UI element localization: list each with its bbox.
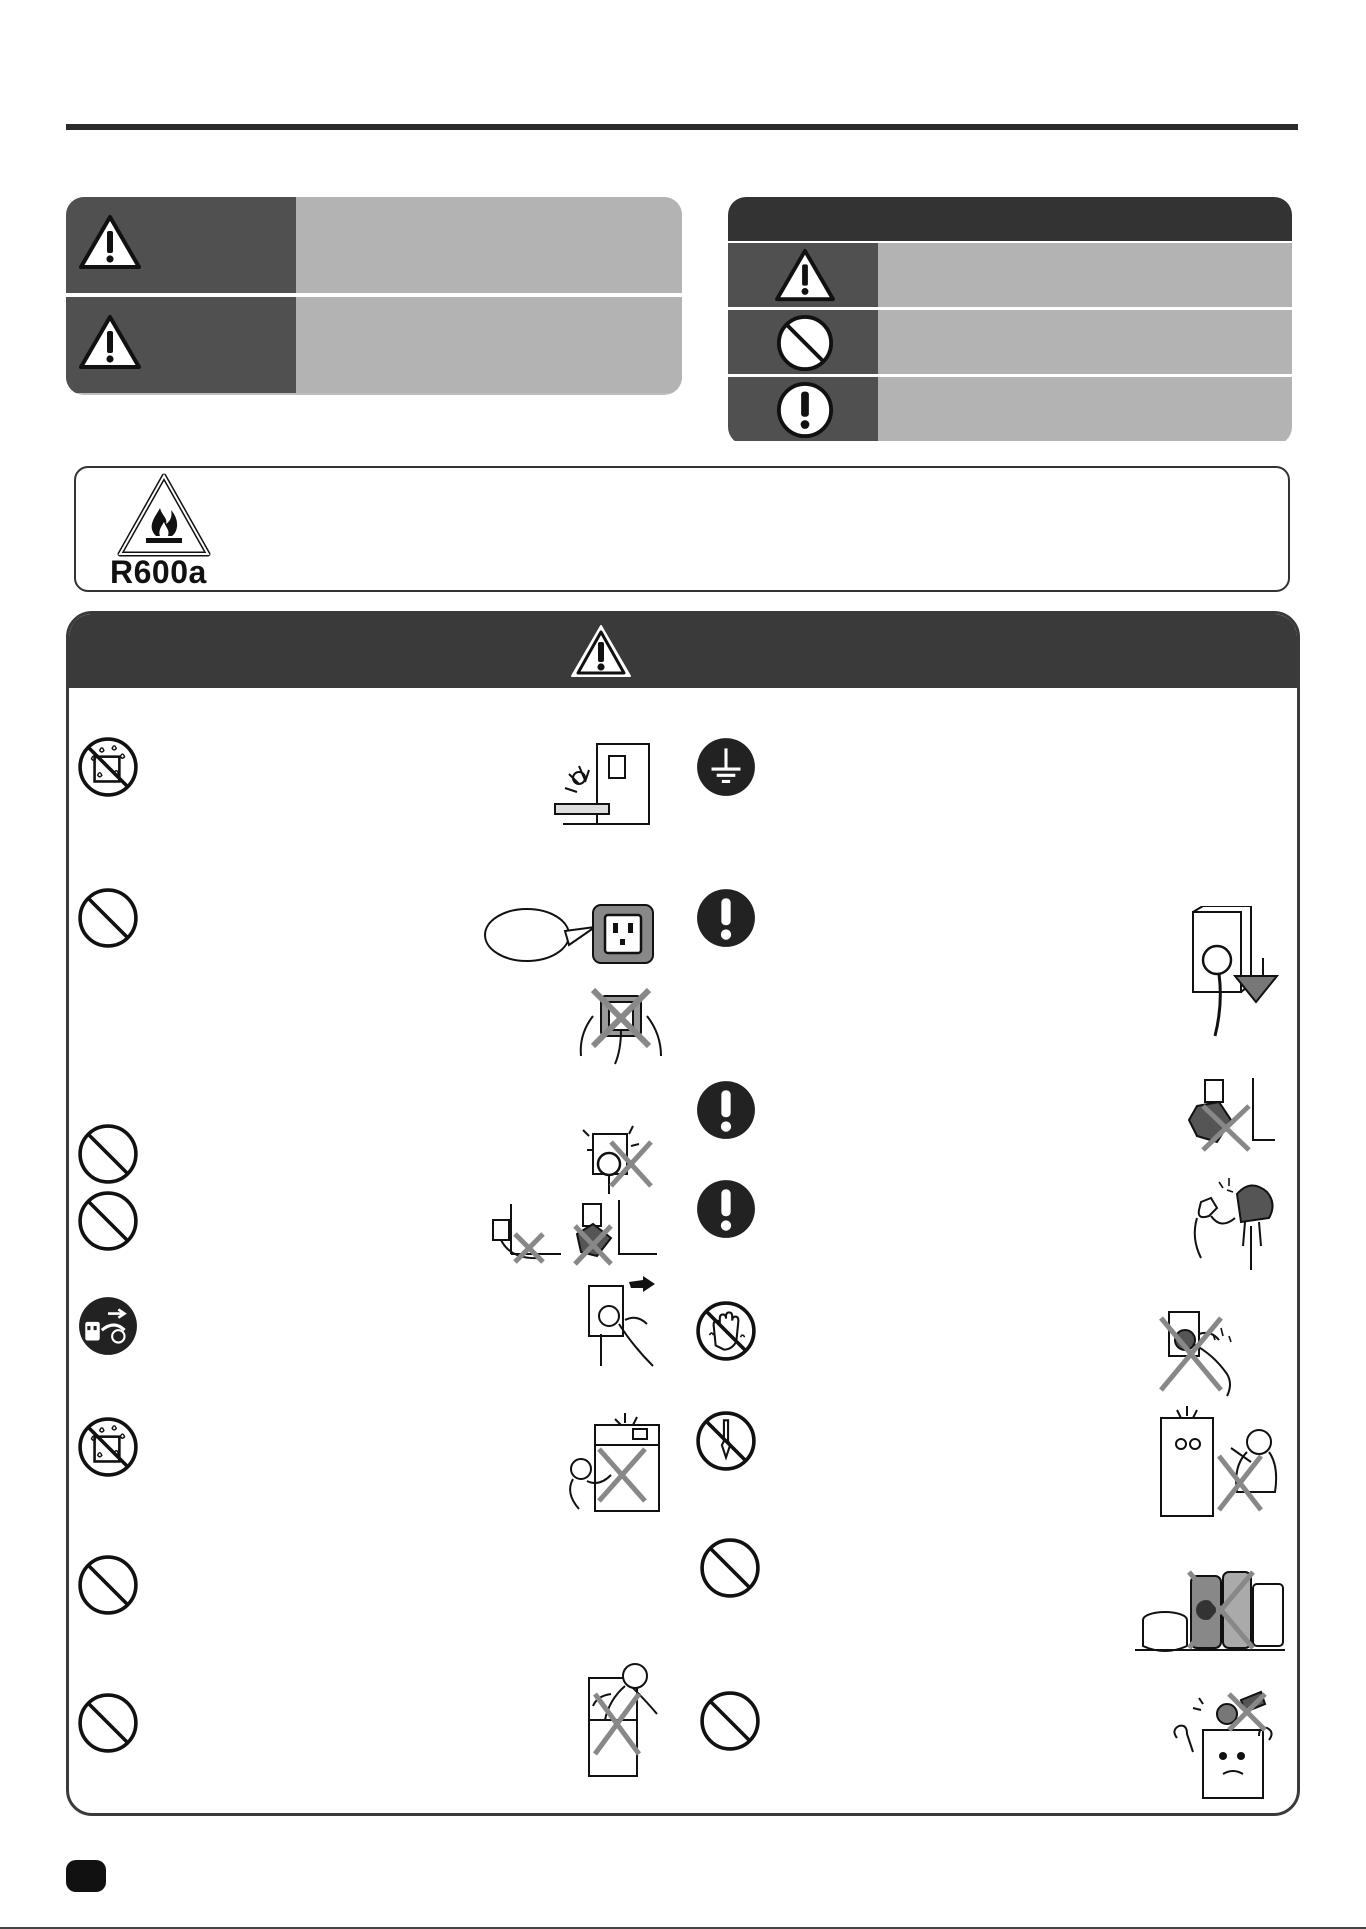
symbol-legend <box>728 197 1292 445</box>
prohibited-icon <box>77 1554 139 1616</box>
legend-row-attention <box>728 243 1292 307</box>
unplug-arrow-illustration <box>1179 906 1279 1042</box>
legend-row-warning <box>66 197 682 293</box>
symbol-legend-header <box>728 197 1292 241</box>
warnings-panel <box>66 611 1300 1816</box>
damaged-socket-illustration <box>573 1120 659 1196</box>
child-climbing-illustration <box>581 1658 667 1778</box>
prohibited-icon <box>776 314 834 372</box>
warning-triangle-icon <box>774 247 836 303</box>
unplug-icon <box>77 1295 139 1357</box>
legend-row-caution <box>66 297 682 393</box>
warning-triangle-icon <box>78 213 142 271</box>
flammable-triangle-icon <box>116 472 212 558</box>
cleaning-plug-illustration <box>1189 1174 1281 1274</box>
mandatory-exclamation-icon <box>695 1178 757 1240</box>
prohibited-icon <box>699 1690 761 1752</box>
flammable-cans-illustration <box>1135 1562 1285 1654</box>
warnings-panel-header <box>69 614 1297 688</box>
prohibited-icon <box>699 1537 761 1599</box>
refrigerant-label: R600a <box>110 554 207 590</box>
water-splash-outlet-illustration <box>549 734 661 838</box>
mandatory-exclamation-icon <box>776 381 834 439</box>
crushed-cord-illustration <box>481 1194 661 1274</box>
falling-objects-illustration <box>1169 1690 1281 1800</box>
pull-plug-illustration <box>575 1274 665 1378</box>
legend-row-prohibited <box>728 310 1292 374</box>
no-disassembly-icon <box>695 1410 757 1472</box>
no-wet-hands-icon <box>695 1300 757 1362</box>
legend-row-mandatory <box>728 377 1292 441</box>
signal-word-legend <box>66 197 682 395</box>
prohibited-icon <box>77 1123 139 1185</box>
prohibited-icon <box>77 1190 139 1252</box>
repair-person-illustration <box>1155 1406 1289 1520</box>
mandatory-exclamation-icon <box>695 887 757 949</box>
warning-triangle-icon <box>569 622 633 680</box>
earth-ground-icon <box>695 736 757 798</box>
overloaded-socket-illustration <box>573 980 669 1070</box>
page-number-badge <box>66 1860 106 1892</box>
prohibited-icon <box>77 1692 139 1754</box>
socket-callout-illustration <box>481 899 659 979</box>
header-rule <box>66 124 1298 130</box>
refrigerant-notice <box>74 466 1290 592</box>
wet-hand-plug-illustration <box>1155 1304 1255 1400</box>
no-water-splash-icon <box>77 736 139 798</box>
warning-triangle-icon <box>78 313 142 371</box>
broken-socket-illustration <box>1183 1076 1275 1156</box>
spraying-fridge-illustration <box>559 1409 669 1515</box>
no-water-splash-icon <box>77 1416 139 1478</box>
prohibited-icon <box>77 887 139 949</box>
mandatory-exclamation-icon <box>695 1079 757 1141</box>
